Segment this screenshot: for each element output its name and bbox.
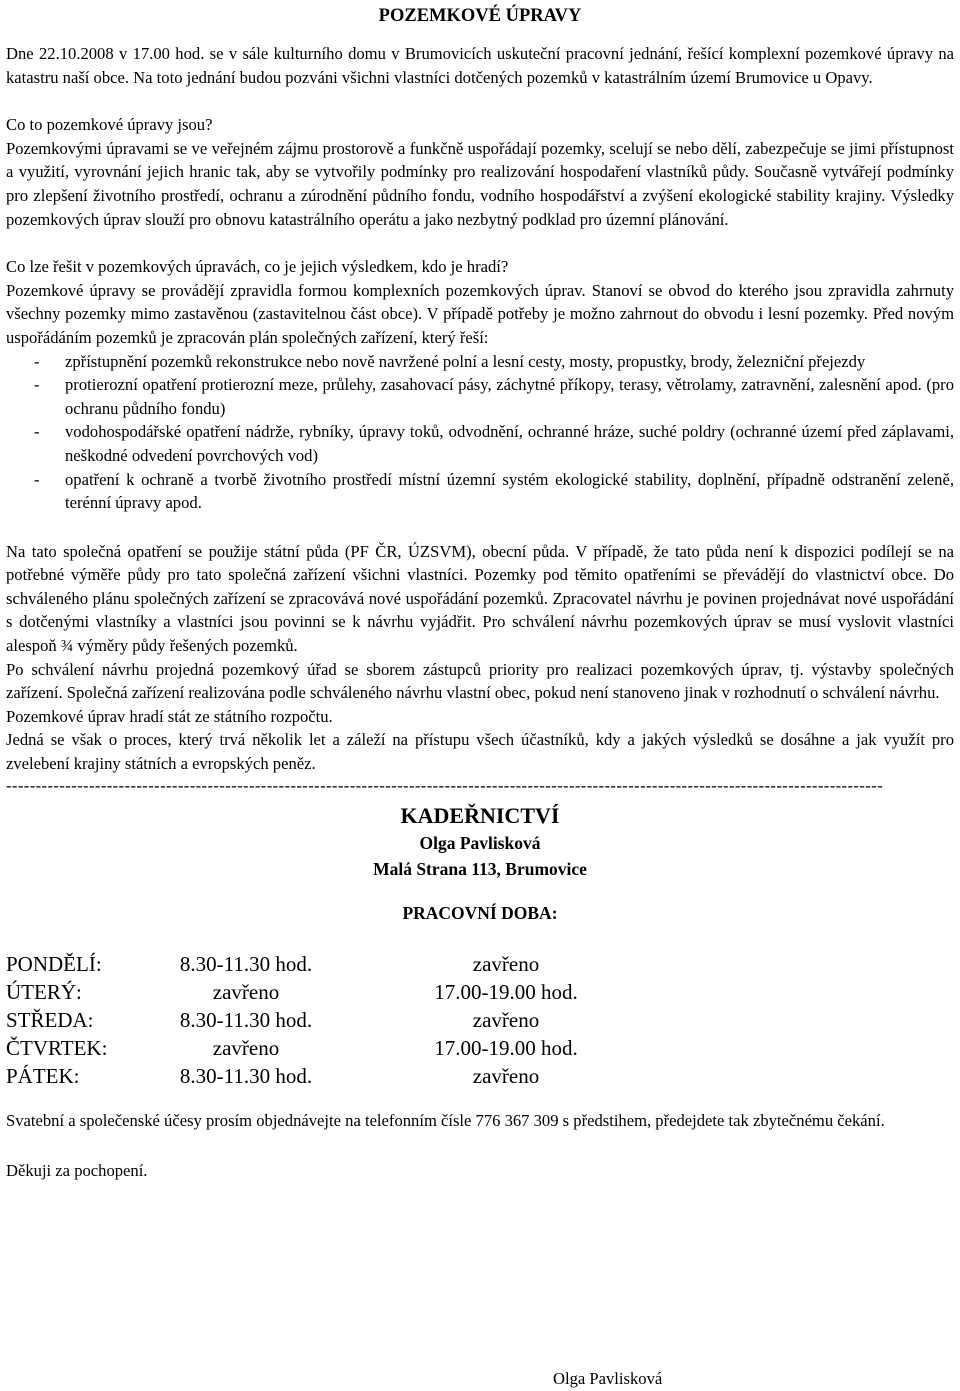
table-row: [6, 1035, 676, 1063]
list-item-text: protierozní opatření protierozní meze, průlehy, zasahovací pásy, záchytné příkopy, terasy, větrolamy, zatravnění, zalesnění apod. (pro ochranu půdního fondu): [65, 375, 954, 418]
answer-what-are-land-adjustments: Pozemkovými úpravami se ve veřejném zájmu prostorově a funkčně uspořádají pozemky, scelují se nebo dělí, zabezpečuje se jimi přístupnost a využití, vyrovnání jejich hranic tak, aby se vytvořily podmínky pro realizování hospodaření vlastníků půdy. Současně vytvářejí podmínky pro zlepšení životního prostředí, ochranu a zúrodnění půdního fondu, vodního hospodářství a zvýšení ekologické stability krajiny. Výsledky pozemkových úprav slouží pro obnovu katastrálního operátu a jako nezbytný podklad pro územní plánování.: [6, 138, 954, 229]
list-dash: -: [34, 375, 40, 395]
afternoon-hours: zavřeno: [472, 952, 540, 977]
answer-what-can-be-solved: Pozemkové úpravy se provádějí zpravidla formou komplexních pozemkových úprav. Stanoví se obvod do kterého jsou zpravidla zahrnuty všechny pozemky mimo zastavěnou (zastavitelnou část obce). V případě potřeby je možno zahrnout do obvodu i lesní pozemky. Před novým uspořádáním pozemků je zpracován plán společných zařízení, který řeší:: [6, 280, 954, 347]
table-row: [6, 1063, 676, 1091]
funding-paragraph: Pozemkové úprav hradí stát ze státního rozpočtu.: [6, 706, 333, 726]
process-paragraph: Jedná se však o proces, který trvá několik let a záleží na přístupu všech účastníků, kdy a jakých výsledků se dosáhne a jak využít pro zvelebení krajiny státních a evropských peněz.: [6, 730, 954, 774]
morning-hours: zavřeno: [212, 980, 280, 1005]
shop-owner: Olga Pavlisková: [419, 832, 541, 853]
intro-paragraph: Dne 22.10.2008 v 17.00 hod. se v sále kulturního domu v Brumovicích uskuteční pracovní jednání, řešící komplexní pozemkové úpravy na katastru naší obce. Na toto jednání budou pozváni všichni vlastníci dotčených pozemků v katastrálním území Brumovice u Opavy.: [6, 44, 954, 87]
list-item-text: vodohospodářské opatření nádrže, rybníky, úpravy toků, odvodnění, ochranné hráze, suché poldry (ochranné území před záplavami, neškodné odvedení povrchových vod): [65, 422, 954, 465]
day-name: PONDĚLÍ:: [6, 952, 102, 977]
table-row: [6, 979, 676, 1007]
land-paragraph: Na tato společná opatření se použije státní půda (PF ČR, ÚZSVM), obecní půda. V případě, že tato půda není k dispozici podílejí se na potřebné výměře půdy pro tato společná zařízení všichni vlastníci. Pozemky pod těmito opatřeními se převádějí do vlastnictví obce. Do schváleného plánu společných zařízení se zpracovává nové uspořádání pozemků. Zpracovatel návrhu je povinen projednávat nové uspořádání s dotčenými vlastníky a vlastníci jsou povinni se k návrhu vyjádřit. Pro schválení návrhu pozemkových úprav se musí vyslovit vlastníci alespoň ¾ výměry půdy řešených pozemků.: [6, 541, 954, 656]
afternoon-hours: zavřeno: [472, 1064, 540, 1089]
day-name: ČTVRTEK:: [6, 1036, 108, 1061]
day-name: ÚTERÝ:: [6, 980, 82, 1005]
list-dash: -: [34, 422, 40, 442]
opening-hours-table: [6, 951, 676, 1091]
list-item: [6, 373, 954, 420]
thanks-line: Děkuji za pochopení.: [6, 1160, 148, 1180]
table-row: [6, 1007, 676, 1035]
morning-hours: 8.30-11.30 hod.: [179, 1008, 313, 1033]
question-what-are-land-adjustments: Co to pozemkové úpravy jsou?: [6, 115, 213, 135]
signature: Olga Pavlisková: [553, 1369, 663, 1388]
closing-note: Svatební a společenské účesy prosím objednávejte na telefonním čísle 776 367 309 s předstihem, předejdete tak zbytečnému čekání.: [6, 1111, 885, 1131]
list-dash: -: [34, 469, 40, 489]
afternoon-hours: 17.00-19.00 hod.: [434, 1036, 578, 1061]
question-what-can-be-solved: Co lze řešit v pozemkových úpravách, co je jejich výsledkem, kdo je hradí?: [6, 257, 509, 277]
list-item: [6, 468, 954, 515]
list-item-text: opatření k ochraně a tvorbě životního prostředí místní územní systém ekologické stability, doplnění, případně odstranění zeleně, terénní úpravy apod.: [65, 469, 954, 513]
measures-list: [6, 350, 954, 515]
list-item: [6, 420, 954, 467]
opening-hours-heading: PRACOVNÍ DOBA:: [402, 902, 558, 923]
day-name: STŘEDA:: [6, 1008, 94, 1033]
table-row: [6, 951, 676, 979]
list-item: [6, 350, 954, 374]
shop-name: KADEŘNICTVÍ: [400, 802, 560, 828]
separator-line: ----------------------------------------------------------------------------------------------------------------------------------------------------: [6, 775, 884, 795]
list-item-text: zpřístupnění pozemků rekonstrukce nebo nově navržené polní a lesní cesty, mosty, propustky, brody, železniční přejezdy: [65, 351, 866, 371]
morning-hours: zavřeno: [212, 1036, 280, 1061]
afternoon-hours: 17.00-19.00 hod.: [434, 980, 578, 1005]
approval-paragraph: Po schválení návrhu projedná pozemkový úřad se sborem zástupců priority pro realizaci pozemkových úprav, tj. výstavby společných zařízení. Společná zařízení realizována podle schváleného návrhu vlastní obec, pokud není stanoveno jinak v rozhodnutí o schválení návrhu.: [6, 659, 954, 703]
list-dash: -: [34, 351, 40, 371]
afternoon-hours: zavřeno: [472, 1008, 540, 1033]
document-page: [6, 0, 954, 1182]
morning-hours: 8.30-11.30 hod.: [179, 952, 313, 977]
day-name: PÁTEK:: [6, 1064, 80, 1089]
shop-address: Malá Strana 113, Brumovice: [373, 858, 587, 879]
morning-hours: 8.30-11.30 hod.: [179, 1064, 313, 1089]
document-title: POZEMKOVÉ ÚPRAVY: [378, 6, 582, 26]
